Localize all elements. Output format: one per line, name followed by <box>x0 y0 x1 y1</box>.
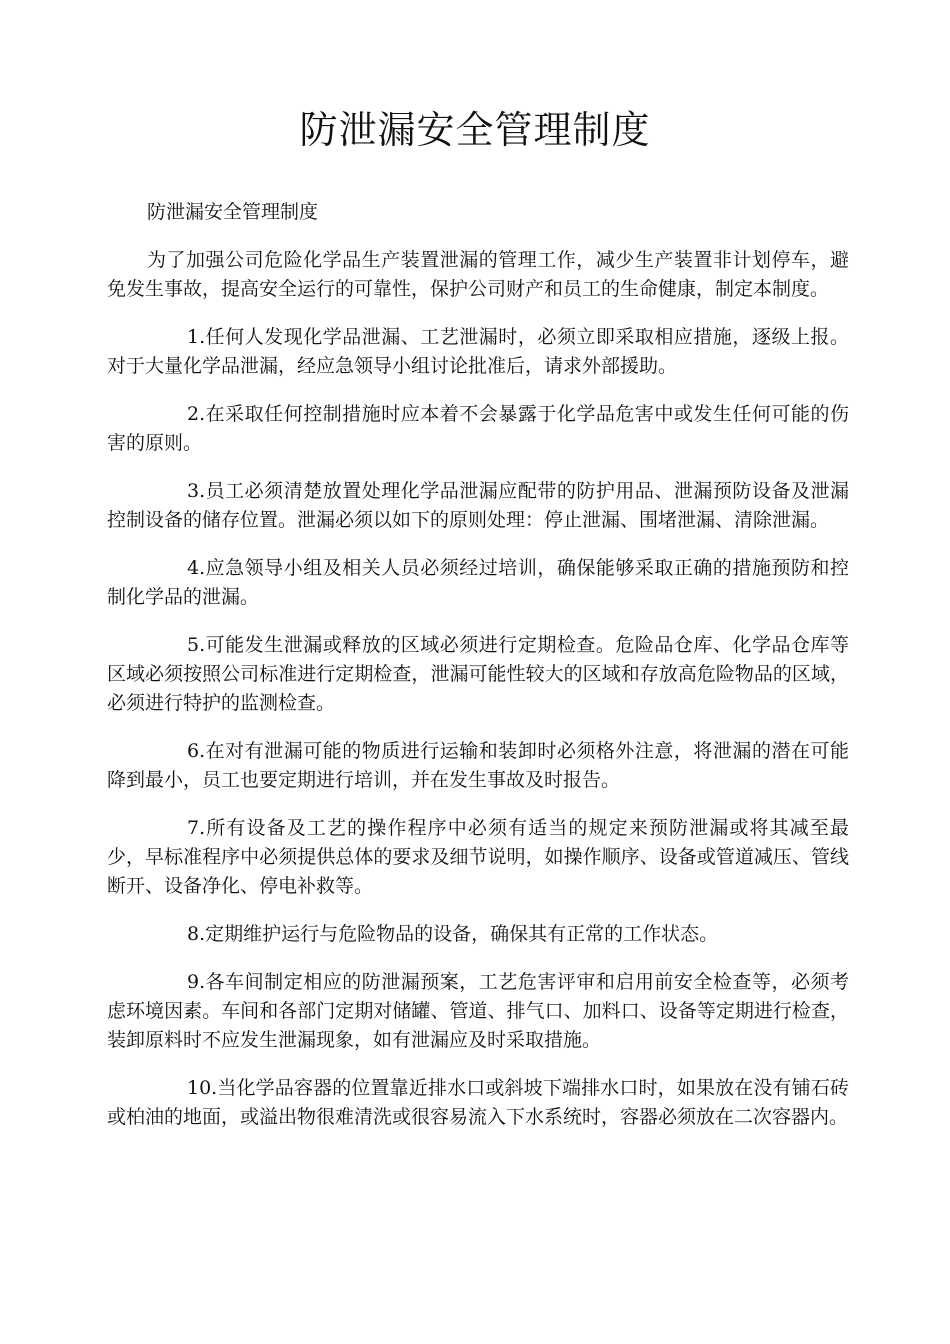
document-body <box>107 198 849 1151</box>
item-text: 在采取任何控制措施时应本着不会暴露于化学品危害中或发生任何可能的伤害的原则。 <box>107 403 849 454</box>
item-text: 所有设备及工艺的操作程序中必须有适当的规定来预防泄漏或将其减至最少，早标准程序中必须提供总体的要求及细节说明，如操作顺序、设备或管道减压、管线断开、设备净化、停电补救等。 <box>107 817 849 897</box>
item-text: 当化学品容器的位置靠近排水口或斜坡下端排水口时，如果放在没有铺石砖或柏油的地面，或溢出物很难清洗或很容易流入下水系统时，容器必须放在二次容器内。 <box>107 1077 849 1128</box>
list-item <box>107 400 849 458</box>
list-item <box>107 477 849 535</box>
item-number: 7. <box>187 817 206 839</box>
document-subtitle: 防泄漏安全管理制度 <box>147 201 319 223</box>
item-text: 可能发生泄漏或释放的区域必须进行定期检查。危险品仓库、化学品仓库等区域必须按照公司标准进行定期检查，泄漏可能性较大的区域和存放高危险物品的区域，必须进行特护的监测检查。 <box>107 634 849 714</box>
list-item <box>107 323 849 381</box>
item-text: 应急领导小组及相关人员必须经过培训，确保能够采取正确的措施预防和控制化学品的泄漏。 <box>107 557 849 608</box>
item-number: 10. <box>187 1077 218 1099</box>
list-item <box>107 631 849 718</box>
item-number: 2. <box>187 403 206 425</box>
list-item <box>107 814 849 901</box>
item-text: 定期维护运行与危险物品的设备，确保其有正常的工作状态。 <box>205 923 719 945</box>
item-number: 9. <box>187 971 206 993</box>
list-item <box>107 1074 849 1132</box>
item-number: 5. <box>187 634 206 656</box>
list-item <box>107 920 849 949</box>
list-item <box>107 737 849 795</box>
item-number: 3. <box>187 480 206 502</box>
item-number: 6. <box>187 740 206 762</box>
item-number: 4. <box>187 557 206 579</box>
item-number: 8. <box>187 923 206 945</box>
document-title: 防泄漏安全管理制度 <box>299 108 651 152</box>
list-item <box>107 968 849 1055</box>
item-number: 1. <box>187 326 206 348</box>
list-item <box>107 554 849 612</box>
intro-paragraph: 为了加强公司危险化学品生产装置泄漏的管理工作，减少生产装置非计划停车，避免发生事故，提高安全运行的可靠性，保护公司财产和员工的生命健康，制定本制度。 <box>107 249 849 300</box>
item-text: 各车间制定相应的防泄漏预案，工艺危害评审和启用前安全检查等，必须考虑环境因素。车间和各部门定期对储罐、管道、排气口、加料口、设备等定期进行检查，装卸原料时不应发生泄漏现象，如有泄漏应及时采取措施。 <box>107 971 849 1051</box>
item-text: 任何人发现化学品泄漏、工艺泄漏时，必须立即采取相应措施，逐级上报。对于大量化学品泄漏，经应急领导小组讨论批准后，请求外部援助。 <box>107 326 849 377</box>
item-text: 在对有泄漏可能的物质进行运输和装卸时必须格外注意，将泄漏的潜在可能降到最小，员工也要定期进行培训，并在发生事故及时报告。 <box>107 740 849 791</box>
item-text: 员工必须清楚放置处理化学品泄漏应配带的防护用品、泄漏预防设备及泄漏控制设备的储存位置。泄漏必须以如下的原则处理：停止泄漏、围堵泄漏、清除泄漏。 <box>107 480 849 531</box>
